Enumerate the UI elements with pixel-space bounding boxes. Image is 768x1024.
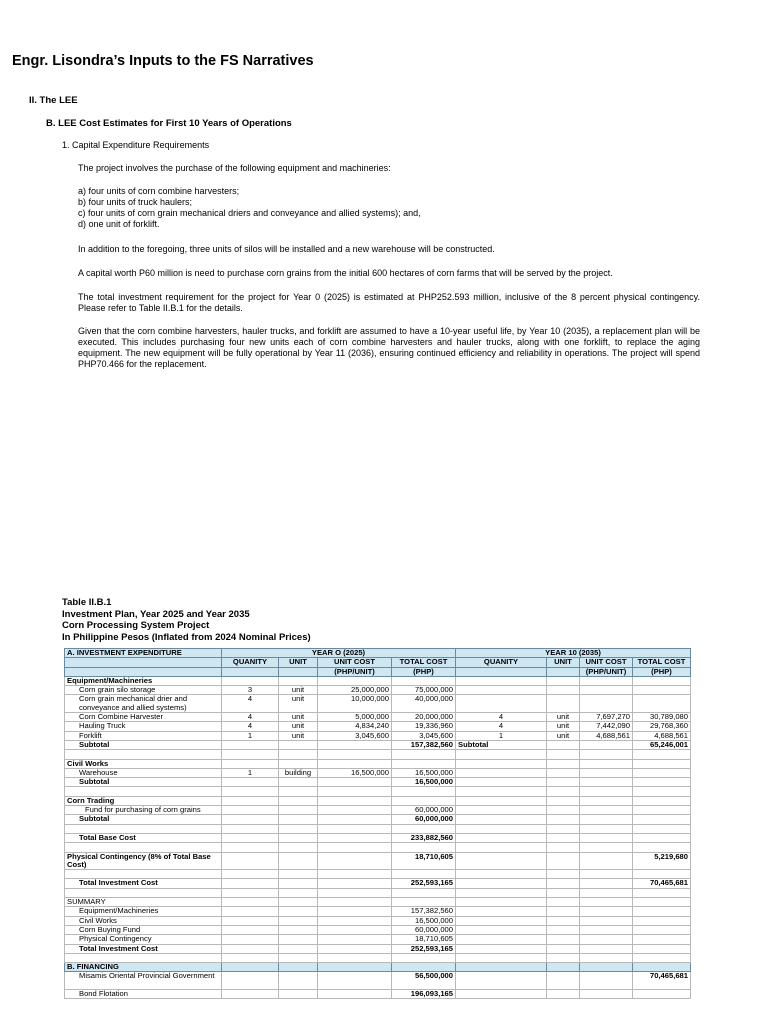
subtotal-label-10: Subtotal	[456, 740, 547, 749]
cell-total-10: 65,246,001	[633, 740, 691, 749]
equipment-label: Equipment/Machineries	[65, 676, 222, 685]
cell-unit: unit	[279, 686, 318, 695]
cell-unit-cost: 5,000,000	[318, 713, 392, 722]
header-quanity: QUANITY	[222, 658, 279, 667]
section-heading: II. The LEE	[29, 95, 78, 106]
paragraph-replacement: Given that the corn combine harvesters, hauler trucks, and forklift are assumed to have a 10-year useful life, by Year 10 (2035), a replacement plan will be executed. This includes purchasing four new units each of corn combine harvesters and hauler trucks, along with one forklift, to replace the aging equipment. The new equipment will be fully operational by Year 11 (2036), ensuring continued efficiency and reliability in operations. The project will spend PHP70.466 for the replacement.	[78, 326, 700, 369]
table-row	[65, 898, 691, 907]
row-label: Corn grain mechanical drier and conveyance and allied systems)	[65, 695, 222, 713]
cell-qty-10: 1	[456, 731, 547, 740]
cell-total: 233,882,560	[392, 833, 456, 842]
cell-total: 157,382,560	[392, 740, 456, 749]
cell-total: 60,000,000	[392, 815, 456, 824]
table-row	[65, 935, 691, 944]
row-label: Subtotal	[65, 740, 222, 749]
table-row	[65, 787, 691, 796]
cell-total: 20,000,000	[392, 713, 456, 722]
financing-label: B. FINANCING	[65, 963, 222, 972]
table-header-row	[65, 649, 691, 658]
cell-qty: 4	[222, 713, 279, 722]
header-total-cost-unit-10: (PHP)	[633, 667, 691, 676]
civil-works-label: Civil Works	[65, 759, 222, 768]
header-year-10: YEAR 10 (2035)	[456, 649, 691, 658]
cell-total-10: 70,465,681	[633, 972, 691, 990]
header-total-cost: TOTAL COST	[392, 658, 456, 667]
row-label: Fund for purchasing of corn grains	[65, 806, 222, 815]
cell-unit-cost: 25,000,000	[318, 686, 392, 695]
table-currency-note: In Philippine Pesos (Inflated from 2024 Nominal Prices)	[62, 631, 311, 643]
table-row	[65, 907, 691, 916]
table-row	[65, 796, 691, 805]
cell-unit-cost: 10,000,000	[318, 695, 392, 713]
row-label: Hauling Truck	[65, 722, 222, 731]
table-title: Investment Plan, Year 2025 and Year 2035	[62, 608, 250, 620]
paragraph-corn-capital: A capital worth P60 million is need to purchase corn grains from the initial 600 hectares of corn farms that will be served by the project.	[78, 268, 613, 278]
table-row	[65, 676, 691, 685]
table-row	[65, 852, 691, 870]
paragraph-silos: In addition to the foregoing, three units of silos will be installed and a new warehouse will be constructed.	[78, 244, 495, 254]
list-item: a) four units of corn combine harvesters;	[78, 186, 240, 196]
row-label: Subtotal	[65, 815, 222, 824]
row-label: Subtotal	[65, 778, 222, 787]
cell-unit-cost-10: 7,442,090	[580, 722, 633, 731]
cell-total-10: 70,465,681	[633, 879, 691, 888]
list-item: d) one unit of forklift.	[78, 219, 160, 229]
cell-total: 16,500,000	[392, 768, 456, 777]
cell-unit: unit	[279, 713, 318, 722]
table-row	[65, 888, 691, 897]
table-row	[65, 695, 691, 713]
table-row	[65, 731, 691, 740]
cell-unit: unit	[279, 695, 318, 713]
paragraph-total-investment: The total investment requirement for the project for Year 0 (2025) is estimated at PHP252.593 million, inclusive of the 8 percent physical contingency. Please refer to Table II.B.1 for the details.	[78, 292, 700, 313]
header-unit-cost-unit: (PHP/UNIT)	[318, 667, 392, 676]
row-label: Forklift	[65, 731, 222, 740]
page-title: Engr. Lisondra’s Inputs to the FS Narratives	[12, 53, 314, 69]
cell-total: 75,000,000	[392, 686, 456, 695]
header-total-cost-10: TOTAL COST	[633, 658, 691, 667]
summary-label: SUMMARY	[65, 898, 222, 907]
table-row	[65, 833, 691, 842]
cell-unit: unit	[279, 722, 318, 731]
cell-unit-cost: 3,045,600	[318, 731, 392, 740]
table-row	[65, 843, 691, 852]
cell-total: 16,500,000	[392, 778, 456, 787]
header-year-0: YEAR O (2025)	[222, 649, 456, 658]
row-label: Civil Works	[65, 916, 222, 925]
cell-qty: 3	[222, 686, 279, 695]
row-label: Misamis Oriental Provincial Government	[65, 972, 222, 990]
cell-qty-10: 4	[456, 722, 547, 731]
table-row	[65, 879, 691, 888]
table-caption	[62, 597, 311, 643]
header-total-cost-unit: (PHP)	[392, 667, 456, 676]
cell-total-10: 30,789,080	[633, 713, 691, 722]
table-row	[65, 824, 691, 833]
cell-qty: 4	[222, 695, 279, 713]
row-label: Total Base Cost	[65, 833, 222, 842]
row-label: Physical Contingency (8% of Total Base Cost)	[65, 852, 222, 870]
cell-unit: building	[279, 768, 318, 777]
table-row	[65, 989, 691, 998]
cell-qty-10: 4	[456, 713, 547, 722]
cell-unit-cost-10: 4,688,561	[580, 731, 633, 740]
cell-unit-cost: 16,500,000	[318, 768, 392, 777]
cell-total: 18,710,605	[392, 935, 456, 944]
table-row	[65, 953, 691, 962]
cell-unit-10: unit	[547, 713, 580, 722]
cell-unit: unit	[279, 731, 318, 740]
table-row	[65, 778, 691, 787]
header-unit-cost-unit-10: (PHP/UNIT)	[580, 667, 633, 676]
cell-total-10: 5,219,680	[633, 852, 691, 870]
table-row	[65, 925, 691, 934]
header-unit-cost: UNIT COST	[318, 658, 392, 667]
row-label: Bond Flotation	[65, 989, 222, 998]
table-subheader-row-2	[65, 667, 691, 676]
corn-trading-label: Corn Trading	[65, 796, 222, 805]
table-row	[65, 870, 691, 879]
table-row	[65, 713, 691, 722]
table-project: Corn Processing System Project	[62, 620, 210, 631]
header-unit-10: UNIT	[547, 658, 580, 667]
financing-header-row	[65, 963, 691, 972]
cell-total: 19,336,960	[392, 722, 456, 731]
table-row	[65, 815, 691, 824]
cell-total: 18,710,605	[392, 852, 456, 870]
cell-total: 56,500,000	[392, 972, 456, 990]
cell-total: 40,000,000	[392, 695, 456, 713]
cell-qty: 4	[222, 722, 279, 731]
table-row	[65, 916, 691, 925]
row-label: Corn Buying Fund	[65, 925, 222, 934]
row-label: Total Investment Cost	[65, 879, 222, 888]
cell-unit-10: unit	[547, 731, 580, 740]
cell-total: 60,000,000	[392, 925, 456, 934]
table-row	[65, 740, 691, 749]
table-row	[65, 750, 691, 759]
table-number: Table II.B.1	[62, 597, 112, 608]
header-unit: UNIT	[279, 658, 318, 667]
list-item: b) four units of truck haulers;	[78, 197, 193, 207]
cell-total: 3,045,600	[392, 731, 456, 740]
table-row	[65, 768, 691, 777]
row-label: Warehouse	[65, 768, 222, 777]
cell-total: 16,500,000	[392, 916, 456, 925]
list-item: c) four units of corn grain mechanical driers and conveyance and allied systems); and,	[78, 208, 421, 218]
table-row	[65, 686, 691, 695]
row-label: Physical Contingency	[65, 935, 222, 944]
subsection-heading: B. LEE Cost Estimates for First 10 Years of Operations	[46, 118, 292, 129]
table-row	[65, 759, 691, 768]
cell-total-10: 29,768,360	[633, 722, 691, 731]
investment-table	[64, 648, 691, 999]
intro-paragraph: The project involves the purchase of the following equipment and machineries:	[78, 163, 391, 173]
cell-unit-cost-10: 7,697,270	[580, 713, 633, 722]
item-heading: 1. Capital Expenditure Requirements	[62, 140, 210, 150]
table-row	[65, 972, 691, 990]
equipment-list	[78, 186, 700, 230]
header-quanity-10: QUANITY	[456, 658, 547, 667]
cell-unit-10: unit	[547, 722, 580, 731]
table-subheader-row	[65, 658, 691, 667]
cell-unit-cost: 4,834,240	[318, 722, 392, 731]
cell-total-10: 4,688,561	[633, 731, 691, 740]
cell-total: 60,000,000	[392, 806, 456, 815]
table-row	[65, 722, 691, 731]
row-label: Total Investment Cost	[65, 944, 222, 953]
row-label: Corn Combine Harvester	[65, 713, 222, 722]
cell-total: 252,593,165	[392, 944, 456, 953]
cell-total: 252,593,165	[392, 879, 456, 888]
cell-qty: 1	[222, 731, 279, 740]
row-label: Corn grain silo storage	[65, 686, 222, 695]
cell-qty: 1	[222, 768, 279, 777]
table-row	[65, 806, 691, 815]
header-investment: A. INVESTMENT EXPENDITURE	[65, 649, 222, 658]
header-unit-cost-10: UNIT COST	[580, 658, 633, 667]
cell-total: 157,382,560	[392, 907, 456, 916]
row-label: Equipment/Machineries	[65, 907, 222, 916]
table-row	[65, 944, 691, 953]
cell-total: 196,093,165	[392, 989, 456, 998]
